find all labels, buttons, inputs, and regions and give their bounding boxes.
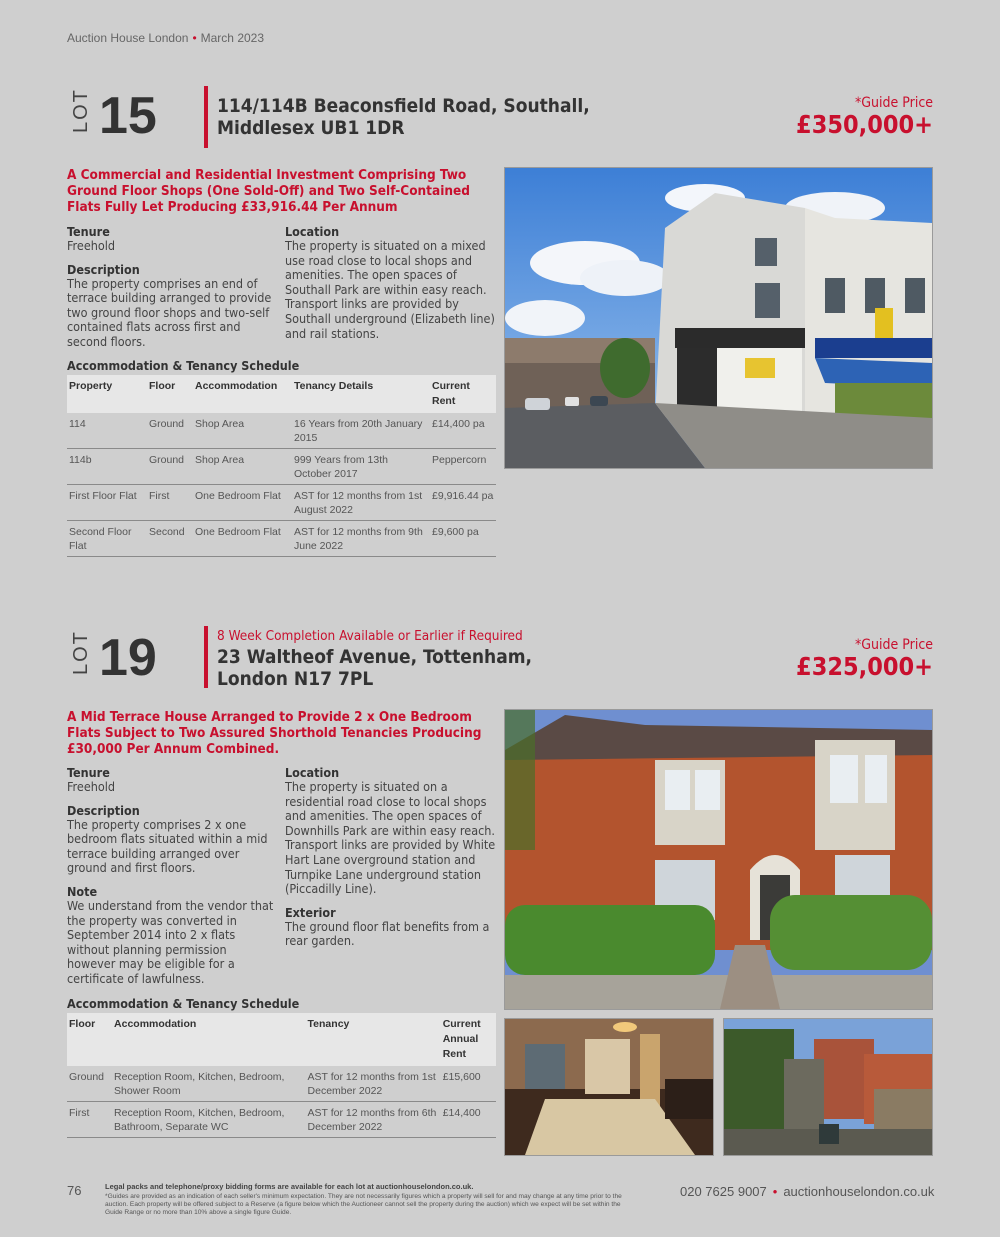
column-header: Tenancy Details — [292, 375, 430, 413]
address-line-2: Middlesex UB1 1DR — [217, 117, 405, 139]
table-cell: £9,916.44 pa — [430, 485, 496, 521]
lot-number: 19 — [99, 629, 157, 687]
note-text: We understand from the vendor that the property was converted in September 2014 into 2 x flats without planning permission however may be eligible for a certificate of lawfulness. — [67, 897, 274, 986]
table-row — [67, 413, 496, 449]
table-cell: Reception Room, Kitchen, Bedroom, Shower Room — [112, 1066, 306, 1102]
guide-price: £350,000+ — [796, 110, 933, 139]
table-cell: One Bedroom Flat — [193, 521, 292, 557]
guide-price-label: *Guide Price — [855, 95, 933, 111]
description-text: The property comprises 2 x one bedroom flats situated within a mid terrace building arranged over ground and first floors. — [67, 816, 268, 876]
table-cell: AST for 12 months from 1st August 2022 — [292, 485, 430, 521]
exterior-text: The ground floor flat benefits from a rear garden. — [285, 918, 490, 949]
tenure-heading: Tenure — [67, 224, 110, 239]
table-cell: AST for 12 months from 6th December 2022 — [306, 1102, 441, 1138]
table-cell: Shop Area — [193, 449, 292, 485]
address-line-2: London N17 7PL — [217, 668, 374, 690]
column-header: Accommodation — [112, 1013, 306, 1066]
table-cell: 16 Years from 20th January 2015 — [292, 413, 430, 449]
separator-dot: • — [772, 1184, 778, 1199]
completion-note: 8 Week Completion Available or Earlier if Required — [217, 628, 523, 644]
lot-number: 15 — [99, 87, 157, 145]
table-cell: £9,600 pa — [430, 521, 496, 557]
street-scene-image — [505, 168, 932, 468]
description-heading: Description — [67, 802, 140, 818]
tenure-value: Freehold — [67, 779, 116, 794]
table-cell: First — [67, 1102, 112, 1138]
bedroom-image — [505, 1019, 713, 1155]
table-cell: Peppercorn — [430, 449, 496, 485]
location-text: The property is situated on a mixed use road close to local shops and amenities. The open spaces of Southall Park are within easy reach. Transport links are provided by Southall underground (Elizabeth line) and rail stations. — [285, 238, 495, 341]
table-cell: Second — [147, 521, 193, 557]
property-photo — [504, 167, 933, 469]
lot-label: LOT — [70, 630, 92, 675]
guide-disclaimer: *Guides are provided as an indication of each seller's minimum expectation. They are not necessarily figures which a property will sell for and may change at any time prior to the auction. Each property will be offered subject to a Reserve (a figure below which the Auctioneer cannot sell the property during the auction) which we expect will be set within the Guide Range or no more than 10% above a single figure Guide. — [105, 1193, 622, 1216]
schedule-title: Accommodation & Tenancy Schedule — [67, 996, 300, 1011]
table-row — [67, 485, 496, 521]
table-cell: One Bedroom Flat — [193, 485, 292, 521]
rear-garden-image — [724, 1019, 932, 1155]
accent-bar — [204, 626, 208, 688]
schedule-title: Accommodation & Tenancy Schedule — [67, 358, 300, 373]
column-header: Floor — [147, 375, 193, 413]
page-header — [67, 31, 264, 45]
page-number: 76 — [67, 1183, 82, 1198]
table-cell: Ground — [147, 449, 193, 485]
table-cell: 114 — [67, 413, 147, 449]
description-heading: Description — [67, 261, 140, 277]
column-header: Property — [67, 375, 147, 413]
separator-dot: • — [192, 31, 197, 45]
issue-date: March 2023 — [200, 31, 265, 45]
table-cell: Second Floor Flat — [67, 521, 147, 557]
address-line-1: 23 Waltheof Avenue, Tottenham, — [217, 646, 533, 668]
column-header: Tenancy — [306, 1013, 441, 1066]
column-header: Current Rent — [430, 375, 496, 413]
tenancy-schedule-table — [67, 375, 496, 557]
location-heading: Location — [285, 224, 340, 239]
property-address — [217, 95, 590, 139]
phone-number[interactable]: 020 7625 9007 — [680, 1184, 767, 1199]
table-row — [67, 449, 496, 485]
property-address — [217, 646, 532, 690]
table-cell: Shop Area — [193, 413, 292, 449]
exterior-heading: Exterior — [285, 904, 336, 920]
guide-price: £325,000+ — [796, 652, 933, 681]
left-column — [67, 224, 279, 350]
table-row — [67, 1066, 496, 1102]
table-header-row — [67, 1013, 496, 1066]
table-cell: £14,400 — [441, 1102, 496, 1138]
footer-contact — [680, 1184, 934, 1199]
note-heading: Note — [67, 883, 98, 899]
location-heading: Location — [285, 765, 340, 780]
column-header: Floor — [67, 1013, 112, 1066]
property-photo — [504, 709, 933, 1010]
address-line-1: 114/114B Beaconsfield Road, Southall, — [217, 95, 590, 117]
table-cell: £14,400 pa — [430, 413, 496, 449]
location-text: The property is situated on a residential road close to local shops and amenities. The open spaces of Downhills Park are within easy reach. Transport links are provided by White Hart Lane overground station and Turnpike Lane underground station (Piccadilly Line). — [285, 779, 496, 897]
column-header: Accommodation — [193, 375, 292, 413]
legal-packs-note: Legal packs and telephone/proxy bidding forms are available for each lot at auctionhouselondon.co.uk. — [105, 1182, 474, 1191]
tenure-heading: Tenure — [67, 765, 110, 780]
table-cell: Ground — [147, 413, 193, 449]
publisher-name: Auction House London — [67, 31, 189, 45]
table-header-row — [67, 375, 496, 413]
website-link[interactable]: auctionhouselondon.co.uk — [783, 1184, 935, 1199]
table-cell: First — [147, 485, 193, 521]
table-cell: First Floor Flat — [67, 485, 147, 521]
column-header: Current Annual Rent — [441, 1013, 496, 1066]
table-cell: 114b — [67, 449, 147, 485]
accent-bar — [204, 86, 208, 148]
table-cell: AST for 12 months from 9th June 2022 — [292, 521, 430, 557]
left-column — [67, 765, 277, 987]
table-cell: £15,600 — [441, 1066, 496, 1102]
garden-photo — [723, 1018, 933, 1156]
tenancy-schedule-table — [67, 1013, 496, 1138]
table-cell: Reception Room, Kitchen, Bedroom, Bathroom, Separate WC — [112, 1102, 306, 1138]
table-cell: Ground — [67, 1066, 112, 1102]
lot-headline: A Commercial and Residential Investment Comprising Two Ground Floor Shops (One Sold-Off) and Two Self-Contained Flats Fully Let Producing £33,916.44 Per Annum — [67, 167, 470, 215]
table-cell: 999 Years from 13th October 2017 — [292, 449, 430, 485]
guide-price-label: *Guide Price — [855, 637, 933, 653]
table-row — [67, 521, 496, 557]
interior-photo — [504, 1018, 714, 1156]
table-cell: AST for 12 months from 1st December 2022 — [306, 1066, 441, 1102]
tenure-value: Freehold — [67, 238, 116, 253]
lot-label: LOT — [70, 88, 92, 133]
house-exterior-image — [505, 710, 932, 1009]
description-text: The property comprises an end of terrace building arranged to provide two ground floor shops and two-self contained flats across first and second floors. — [67, 275, 272, 349]
table-row — [67, 1102, 496, 1138]
right-column — [285, 765, 497, 949]
lot-headline: A Mid Terrace House Arranged to Provide 2 x One Bedroom Flats Subject to Two Assured Shorthold Tenancies Producing £30,000 Per Annum Combined. — [67, 709, 482, 757]
right-column — [285, 224, 497, 341]
